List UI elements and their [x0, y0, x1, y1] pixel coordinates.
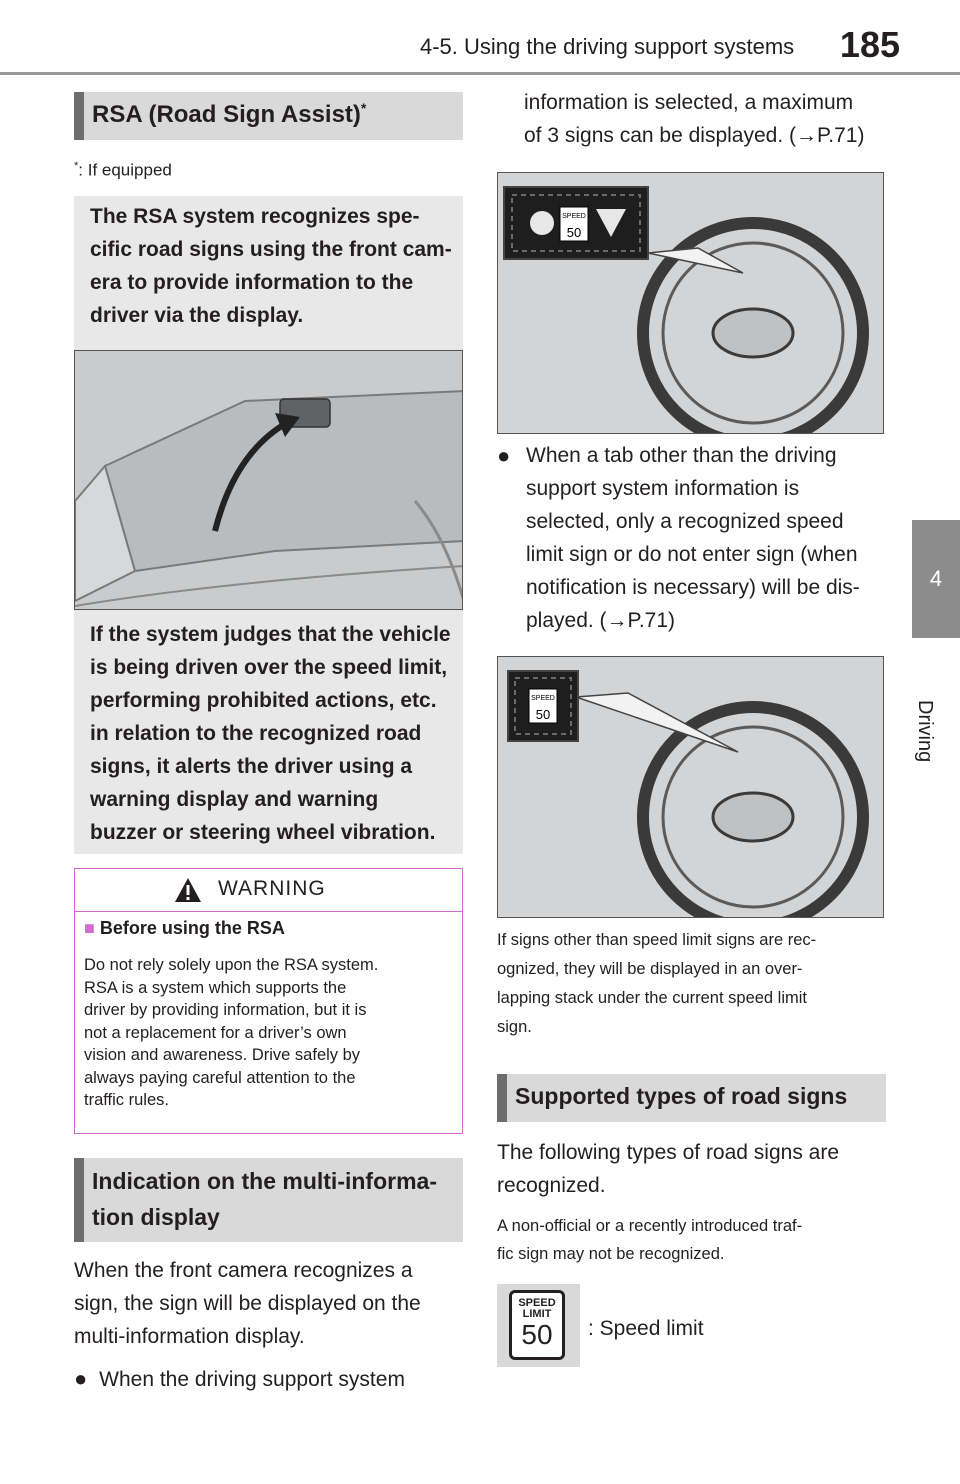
bullet-item-1-start: ● When the driving support system: [74, 1366, 405, 1391]
svg-text:50: 50: [535, 707, 551, 722]
svg-text:SPEED: SPEED: [531, 695, 555, 702]
warning-subheading: ■ Before using the RSA: [84, 918, 285, 938]
warning-header: [74, 868, 463, 912]
chapter-tab: [912, 520, 960, 638]
bullet-dot-icon: ●: [497, 443, 511, 468]
warning-heading: WARNING: [218, 877, 326, 900]
svg-text:SPEED: SPEED: [562, 213, 586, 220]
speed-limit-sign-icon: SPEED LIMIT 50: [509, 1290, 565, 1360]
speed-limit-sign-tile: [497, 1284, 580, 1367]
supported-body: The following types of road signs are recognized.: [497, 1141, 840, 1197]
section-title-rsa: [74, 92, 463, 140]
dashboard-drawing-2: [498, 657, 884, 918]
bullet-item-1-continued: information is selected, a maximum of 3 signs can be displayed. (→P.71): [524, 91, 865, 147]
bullet-item-2: ● When a tab other than the driving support system information is selected, only a recognized speed limit sign or do not enter sign (when notification is necessary) will be dis- played. (→P.71): [497, 439, 887, 637]
dashboard-three-signs-illustration: [497, 172, 884, 434]
header-rule: [0, 72, 960, 75]
section-title-indication: Indication on the multi-informa- tion display: [74, 1158, 463, 1242]
title-asterisk: *: [360, 100, 367, 116]
dashboard-single-sign-illustration: [497, 656, 884, 918]
svg-text:50: 50: [566, 225, 582, 240]
dashboard-drawing-1: [498, 173, 884, 434]
section-title-supported: Supported types of road signs: [497, 1074, 886, 1122]
stacked-signs-note: If signs other than speed limit signs are rec- ognized, they will be displayed in an over- lapping stack under the current speed limit sign.: [497, 931, 817, 1036]
warning-body: Do not rely solely upon the RSA system. RSA is a system which supports the driver by providing information, but it is not a replacement for a driver’s own vision and awareness. Drive safely by always paying careful attention to the traffic rules.: [84, 956, 379, 1109]
speed-limit-label: : Speed limit: [588, 1317, 704, 1340]
windshield-drawing: [75, 351, 463, 610]
header-title: 4-5. Using the driving support systems: [420, 34, 795, 59]
warning-triangle-icon: [174, 877, 202, 903]
footnote: *: If equipped: [74, 160, 172, 180]
rsa-intro-text: The RSA system recognizes spe- cific road signs using the front cam- era to provide information to the driver via the display.: [90, 205, 452, 327]
rsa-alert-text: If the system judges that the vehicle is being driven over the speed limit, performing prohibited actions, etc. in relation to the recognized road signs, it alerts the driver using a warning display and warning buzzer or steering wheel vibration.: [90, 623, 451, 844]
chapter-label: Driving: [914, 700, 936, 763]
bullet-dot-icon: ●: [74, 1366, 88, 1391]
chapter-number: 4: [929, 566, 943, 591]
indication-body: When the front camera recognizes a sign, the sign will be displayed on the multi-information display.: [74, 1259, 421, 1348]
windshield-camera-illustration: [74, 350, 463, 610]
section-title-rsa-text: RSA (Road Sign Assist): [92, 101, 361, 128]
page-number: 185: [839, 24, 900, 65]
supported-note: A non-official or a recently introduced traf- fic sign may not be recognized.: [497, 1217, 803, 1263]
